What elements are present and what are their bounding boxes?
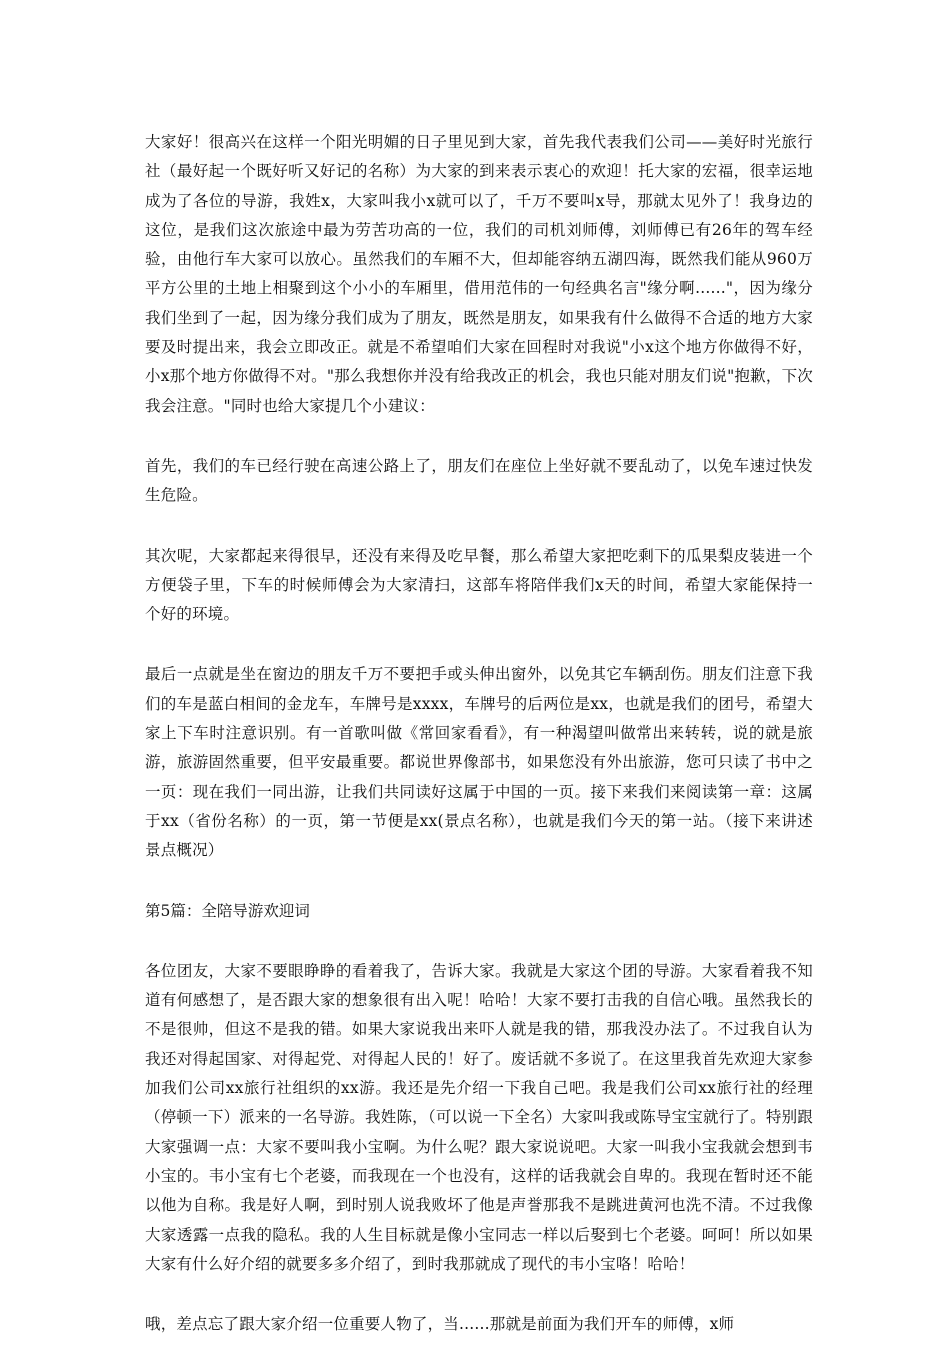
paragraph-welcome: 大家好！很高兴在这样一个阳光明媚的日子里见到大家，首先我代表我们公司——美好时光旅行社（最好起一个既好听又好记的名称）为大家的到来表示衷心的欢迎！托大家的宏福，很幸运地成为了各位的导游，我姓x，大家叫我小x就可以了，千万不要叫x导，那就太见外了！我身边的这位，是我们这次旅途中最为劳苦功高的一位，我们的司机刘师傅，刘师傅已有26年的驾车经验，由他行车大家可以放心。虽然我们的车厢不大，但却能容纳五湖四海，既然我们能从960万平方公里的土地上相聚到这个小小的车厢里，借用范伟的一句经典名言"缘分啊......"，因为缘分我们坐到了一起，因为缘分我们成为了朋友，既然是朋友，如果我有什么做得不合适的地方大家要及时提出来，我会立即改正。就是不希望咱们大家在回程时对我说"小x这个地方你做得不好，小x那个地方你做得不对。"那么我想你并没有给我改正的机会，我也只能对朋友们说"抱歉，下次我会注意。"同时也给大家提几个小建议： — [145, 133, 813, 415]
paragraph-driver-intro: 哦，差点忘了跟大家介绍一位重要人物了，当......那就是前面为我们开车的师傅，x师 — [145, 1315, 735, 1334]
paragraph-last-suggestion: 最后一点就是坐在窗边的朋友千万不要把手或头伸出窗外，以免其它车辆刮伤。朋友们注意下我们的车是蓝白相间的金龙车，车牌号是xxxx，车牌号的后两位是xx，也就是我们的团号，希望大家上下车时注意识别。有一首歌叫做《常回家看看》，有一种渴望叫做常出来转转，说的就是旅游，旅游固然重要，但平安最重要。都说世界像部书，如果您没有外出旅游，您可只读了书中之一页：现在我们一同出游，让我们共同读好这属于中国的一页。接下来我们来阅读第一章：这属于xx（省份名称）的一页，第一节便是xx(景点名称），也就是我们今天的第一站。（接下来讲述景点概况） — [145, 665, 813, 860]
paragraph-second-suggestion: 其次呢，大家都起来得很早，还没有来得及吃早餐，那么希望大家把吃剩下的瓜果梨皮装进一个方便袋子里，下车的时候师傅会为大家清扫，这部车将陪伴我们x天的时间，希望大家能保持一个好的环境。 — [145, 546, 813, 624]
section-title: 第5篇：全陪导游欢迎词 — [145, 901, 310, 920]
paragraph-first-suggestion: 首先，我们的车已经行驶在高速公路上了，朋友们在座位上坐好就不要乱动了，以免车速过快发生危险。 — [145, 456, 813, 505]
document-body — [145, 128, 813, 1370]
paragraph-guide-intro: 各位团友，大家不要眼睁睁的看着我了，告诉大家。我就是大家这个团的导游。大家看着我不知道有何感想了，是否跟大家的想象很有出入呢！哈哈！大家不要打击我的自信心哦。虽然我长的不是很帅，但这不是我的错。如果大家说我出来吓人就是我的错，那我没办法了。不过我自认为我还对得起国家、对得起党、对得起人民的！好了。废话就不多说了。在这里我首先欢迎大家参加我们公司xx旅行社组织的xx游。我还是先介绍一下我自己吧。我是我们公司xx旅行社的经理（停顿一下）派来的一名导游。我姓陈，（可以说一下全名）大家叫我或陈导宝宝就行了。特别跟大家强调一点：大家不要叫我小宝啊。为什么呢？跟大家说说吧。大家一叫我小宝我就会想到韦小宝的。韦小宝有七个老婆，而我现在一个也没有，这样的话我就会自卑的。我现在暂时还不能以他为自称。我是好人啊，到时别人说我败坏了他是声誉那我不是跳进黄河也洗不清。不过我像大家透露一点我的隐私。我的人生目标就是像小宝同志一样以后娶到七个老婆。呵呵！所以如果大家有什么好介绍的就要多多介绍了，到时我那就成了现代的韦小宝咯！哈哈！ — [145, 961, 813, 1273]
